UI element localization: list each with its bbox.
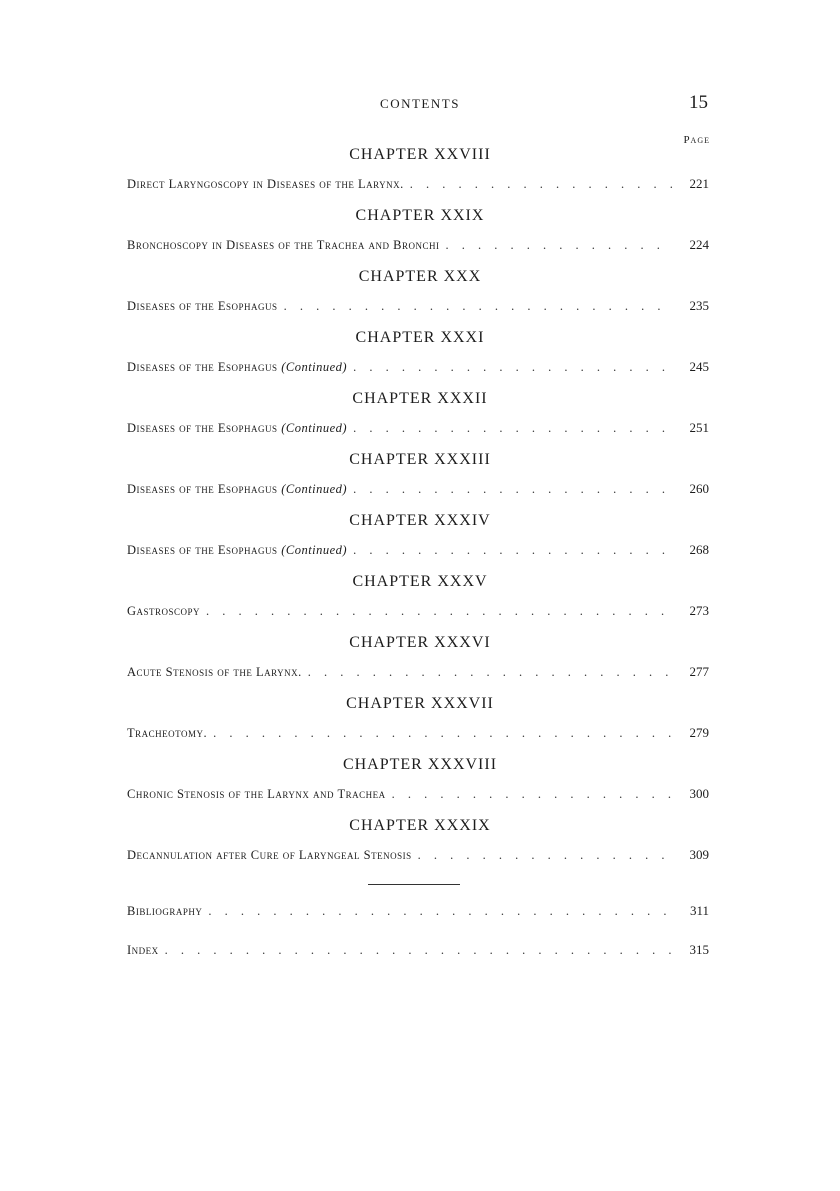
- toc-entry-title-text: Diseases of the Esophagus: [127, 543, 278, 557]
- toc-entry[interactable]: [127, 420, 709, 436]
- toc-entry-page: 251: [689, 420, 709, 435]
- toc-entry[interactable]: [127, 237, 709, 253]
- toc-entry-page: 273: [689, 603, 709, 618]
- dot-leader: [353, 421, 673, 436]
- dot-leader: [213, 726, 673, 741]
- toc-entry-page: 300: [689, 786, 709, 801]
- toc-entry-title-text: Diseases of the Esophagus: [127, 421, 278, 435]
- toc-entry-page: 260: [689, 481, 709, 496]
- toc-entry-subtitle: (Continued): [281, 360, 348, 374]
- toc-entry-title-text: Acute Stenosis of the Larynx.: [127, 665, 302, 679]
- toc-entry[interactable]: [127, 786, 709, 802]
- toc-entry-title: [127, 726, 207, 741]
- chapter-heading: CHAPTER XXXIV: [349, 512, 491, 529]
- toc-entry-subtitle: (Continued): [281, 543, 348, 557]
- toc-entry-bibliography[interactable]: [127, 903, 709, 919]
- dot-leader: [165, 943, 673, 958]
- chapter-heading: CHAPTER XXXVI: [349, 634, 491, 651]
- chapter-heading: CHAPTER XXXIX: [349, 817, 491, 834]
- dot-leader: [308, 665, 673, 680]
- toc-entry-page: 245: [689, 359, 709, 374]
- dot-leader: [353, 543, 673, 558]
- toc-entry-title: [127, 848, 412, 863]
- toc-entry-page: 224: [689, 237, 709, 252]
- toc-entry-page: 279: [689, 725, 709, 740]
- toc-entry-title-text: Decannulation after Cure of Laryngeal Stenosis: [127, 848, 412, 862]
- toc-entry-title-text: Bronchoscopy in Diseases of the Trachea and Bronchi: [127, 238, 440, 252]
- toc-entry-title: [127, 604, 200, 619]
- toc-entry-title-text: Chronic Stenosis of the Larynx and Trachea: [127, 787, 386, 801]
- toc-entry-title: [127, 421, 347, 436]
- chapter-heading: CHAPTER XXXI: [355, 329, 485, 346]
- dot-leader: [410, 177, 673, 192]
- toc-entry-subtitle: (Continued): [281, 482, 348, 496]
- toc-entry[interactable]: [127, 542, 709, 558]
- section-divider: [368, 884, 460, 885]
- chapter-heading: CHAPTER XXVIII: [349, 146, 491, 163]
- dot-leader: [353, 482, 673, 497]
- page-number: 15: [689, 92, 708, 113]
- dot-leader: [446, 238, 673, 253]
- toc-entry[interactable]: [127, 176, 709, 192]
- toc-entry[interactable]: [127, 847, 709, 863]
- toc-entry-title-text: Diseases of the Esophagus: [127, 299, 278, 313]
- toc-entry-title: [127, 177, 404, 192]
- toc-entry-title: [127, 787, 386, 802]
- page-column-label: Page: [683, 134, 710, 146]
- chapter-heading: CHAPTER XXXIII: [349, 451, 491, 468]
- toc-entry-title: [127, 482, 347, 497]
- toc-entry-page: 268: [689, 542, 709, 557]
- toc-entry[interactable]: [127, 664, 709, 680]
- dot-leader: [392, 787, 673, 802]
- chapter-heading: CHAPTER XXIX: [355, 207, 485, 224]
- toc-entry-title: [127, 238, 440, 253]
- toc-entry-title: [127, 543, 347, 558]
- toc-entry[interactable]: [127, 481, 709, 497]
- toc-entry-page: 309: [689, 847, 709, 862]
- toc-entry[interactable]: [127, 359, 709, 375]
- toc-entry-title-text: Tracheotomy.: [127, 726, 208, 740]
- toc-entry[interactable]: [127, 603, 709, 619]
- toc-entry-title-text: Diseases of the Esophagus: [127, 360, 278, 374]
- toc-entry-title: [127, 360, 347, 375]
- toc-entry-page: 277: [689, 664, 709, 679]
- dot-leader: [284, 299, 673, 314]
- chapter-heading: CHAPTER XXXII: [352, 390, 488, 407]
- running-head: CONTENTS: [380, 96, 460, 111]
- chapter-heading: CHAPTER XXXV: [352, 573, 488, 590]
- toc-entry-title: Bibliography: [127, 904, 203, 918]
- toc-entry-page: 311: [689, 903, 709, 918]
- dot-leader: [208, 904, 673, 919]
- chapter-heading: CHAPTER XXX: [358, 268, 482, 285]
- toc-entry-title: [127, 299, 278, 314]
- toc-entry-title-text: Direct Laryngoscopy in Diseases of the Larynx.: [127, 177, 404, 191]
- toc-entry-title: [127, 665, 302, 680]
- toc-entry[interactable]: [127, 725, 709, 741]
- chapter-heading: CHAPTER XXXVIII: [342, 756, 498, 773]
- dot-leader: [353, 360, 673, 375]
- toc-entry-title: Index: [127, 943, 159, 957]
- toc-entry-index[interactable]: [127, 942, 709, 958]
- toc-entry-title-text: Diseases of the Esophagus: [127, 482, 278, 496]
- dot-leader: [206, 604, 673, 619]
- toc-entry-subtitle: (Continued): [281, 421, 348, 435]
- toc-entry-page: 221: [689, 176, 709, 191]
- toc-entry-page: 315: [689, 942, 709, 957]
- toc-entry-title-text: Gastroscopy: [127, 604, 201, 618]
- toc-entry-page: 235: [689, 298, 709, 313]
- chapter-heading: CHAPTER XXXVII: [346, 695, 494, 712]
- dot-leader: [418, 848, 673, 863]
- toc-entry[interactable]: [127, 298, 709, 314]
